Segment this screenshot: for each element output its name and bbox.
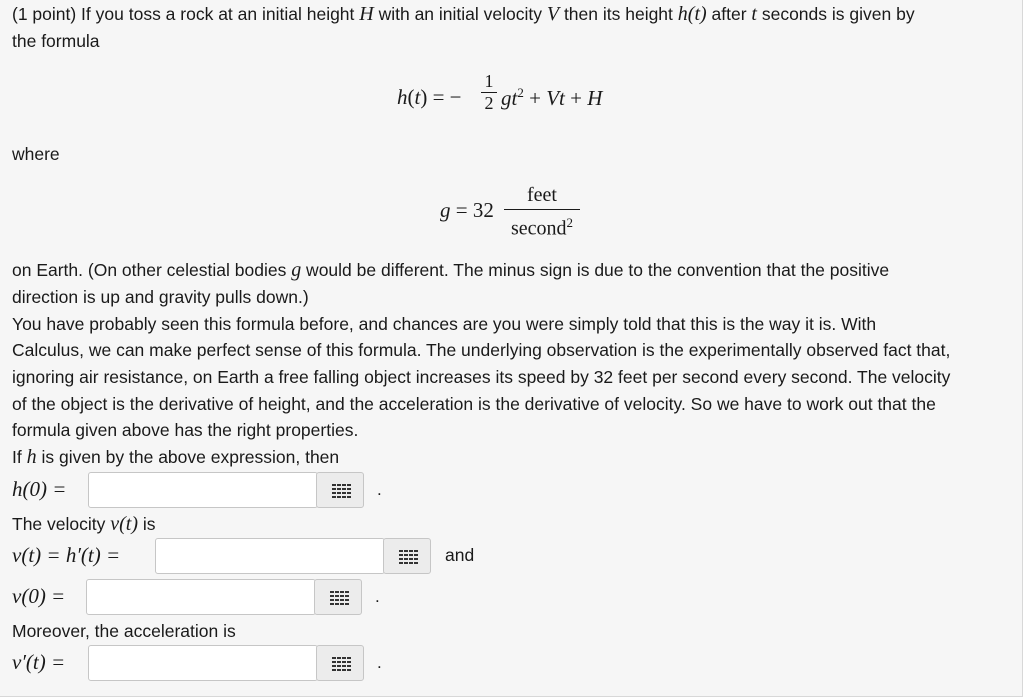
v0-suffix: . [375, 587, 380, 606]
formula-fraction [481, 71, 497, 114]
var-g: g [291, 259, 302, 281]
matrix-grid-icon [332, 484, 350, 498]
intro-text: with an initial velocity [373, 4, 547, 24]
h0-label: h(0) = [12, 477, 67, 501]
intro-text: seconds is given by [756, 4, 915, 24]
vt-label: v(t) = h′(t) = [12, 543, 121, 567]
g-den-text: second [510, 217, 567, 240]
var-h: h [26, 446, 37, 468]
g-lhs: g = 32 [440, 198, 494, 222]
h0-suffix: . [377, 480, 382, 499]
intro-line-2: the formula [12, 31, 100, 51]
var-ht: h(t) [677, 3, 707, 25]
vt-suffix: and [445, 545, 475, 565]
vprime-answer-input[interactable] [88, 645, 318, 681]
paragraph-line-2: direction is up and gravity pulls down.) [12, 287, 309, 307]
intro-text: (1 point) If you toss a rock at an initial height [12, 4, 360, 24]
var-vt: v(t) [110, 513, 138, 535]
paragraph-text: on Earth. (On other celestial bodies [12, 260, 292, 280]
acceleration-text: Moreover, the acceleration is [12, 621, 236, 641]
matrix-grid-icon [332, 657, 350, 671]
vprime-suffix: . [377, 653, 382, 672]
var-V: V [546, 3, 560, 25]
vprime-equation-editor-button[interactable] [316, 645, 364, 681]
v0-label: v(0) = [12, 584, 66, 608]
fraction-denominator: 2 [484, 93, 494, 113]
var-t: t [751, 3, 757, 25]
h0-answer-input[interactable] [88, 472, 318, 508]
v0-answer-input[interactable] [86, 579, 316, 615]
fraction-numerator: 1 [484, 71, 494, 91]
paragraph-text: is given by the above expression, then [36, 447, 340, 467]
g-numerator: feet [527, 184, 557, 206]
paragraph-line-1 [12, 257, 889, 284]
velocity-text-a: The velocity [12, 514, 111, 534]
where-label: where [12, 144, 60, 164]
g-den-exponent: 2 [566, 215, 574, 230]
paragraph-line-6: of the object is the derivative of height, and the acceleration is the derivative of velocity. So we have to work out that the [12, 394, 936, 414]
formula-lhs: h(t) = − [397, 85, 462, 109]
paragraph-text: would be different. The minus sign is due to the convention that the positive [301, 260, 890, 280]
paragraph-line-8 [12, 444, 339, 471]
v0-equation-editor-button[interactable] [314, 579, 362, 615]
paragraph-line-3: You have probably seen this formula before, and chances are you were simply told that this is the way it is. With [12, 314, 877, 334]
velocity-text-b: is [138, 514, 156, 534]
paragraph-line-7: formula given above has the right properties. [12, 420, 359, 440]
velocity-text [12, 511, 156, 538]
intro-text: after [706, 4, 752, 24]
formula-rhs: $gt^2 + Vt + H$ [501, 85, 603, 110]
paragraph-line-4: Calculus, we can make perfect sense of this formula. The underlying observation is the experimentally observed fact that, [12, 340, 951, 360]
g-denominator [504, 210, 580, 242]
var-H: H [359, 3, 374, 25]
vt-equation-editor-button[interactable] [383, 538, 431, 574]
matrix-grid-icon [330, 591, 348, 605]
vprime-label: v′(t) = [12, 650, 66, 674]
vt-answer-input[interactable] [155, 538, 385, 574]
paragraph-line-5: ignoring air resistance, on Earth a free falling object increases its speed by 32 feet per second every second. The velocity [12, 367, 951, 387]
paragraph-text: If [12, 447, 27, 467]
h0-equation-editor-button[interactable] [316, 472, 364, 508]
intro-line-1 [12, 1, 915, 28]
formula-exponent: 2 [517, 85, 524, 100]
intro-text: then its height [559, 4, 678, 24]
matrix-grid-icon [399, 550, 417, 564]
g-fraction [504, 183, 580, 242]
